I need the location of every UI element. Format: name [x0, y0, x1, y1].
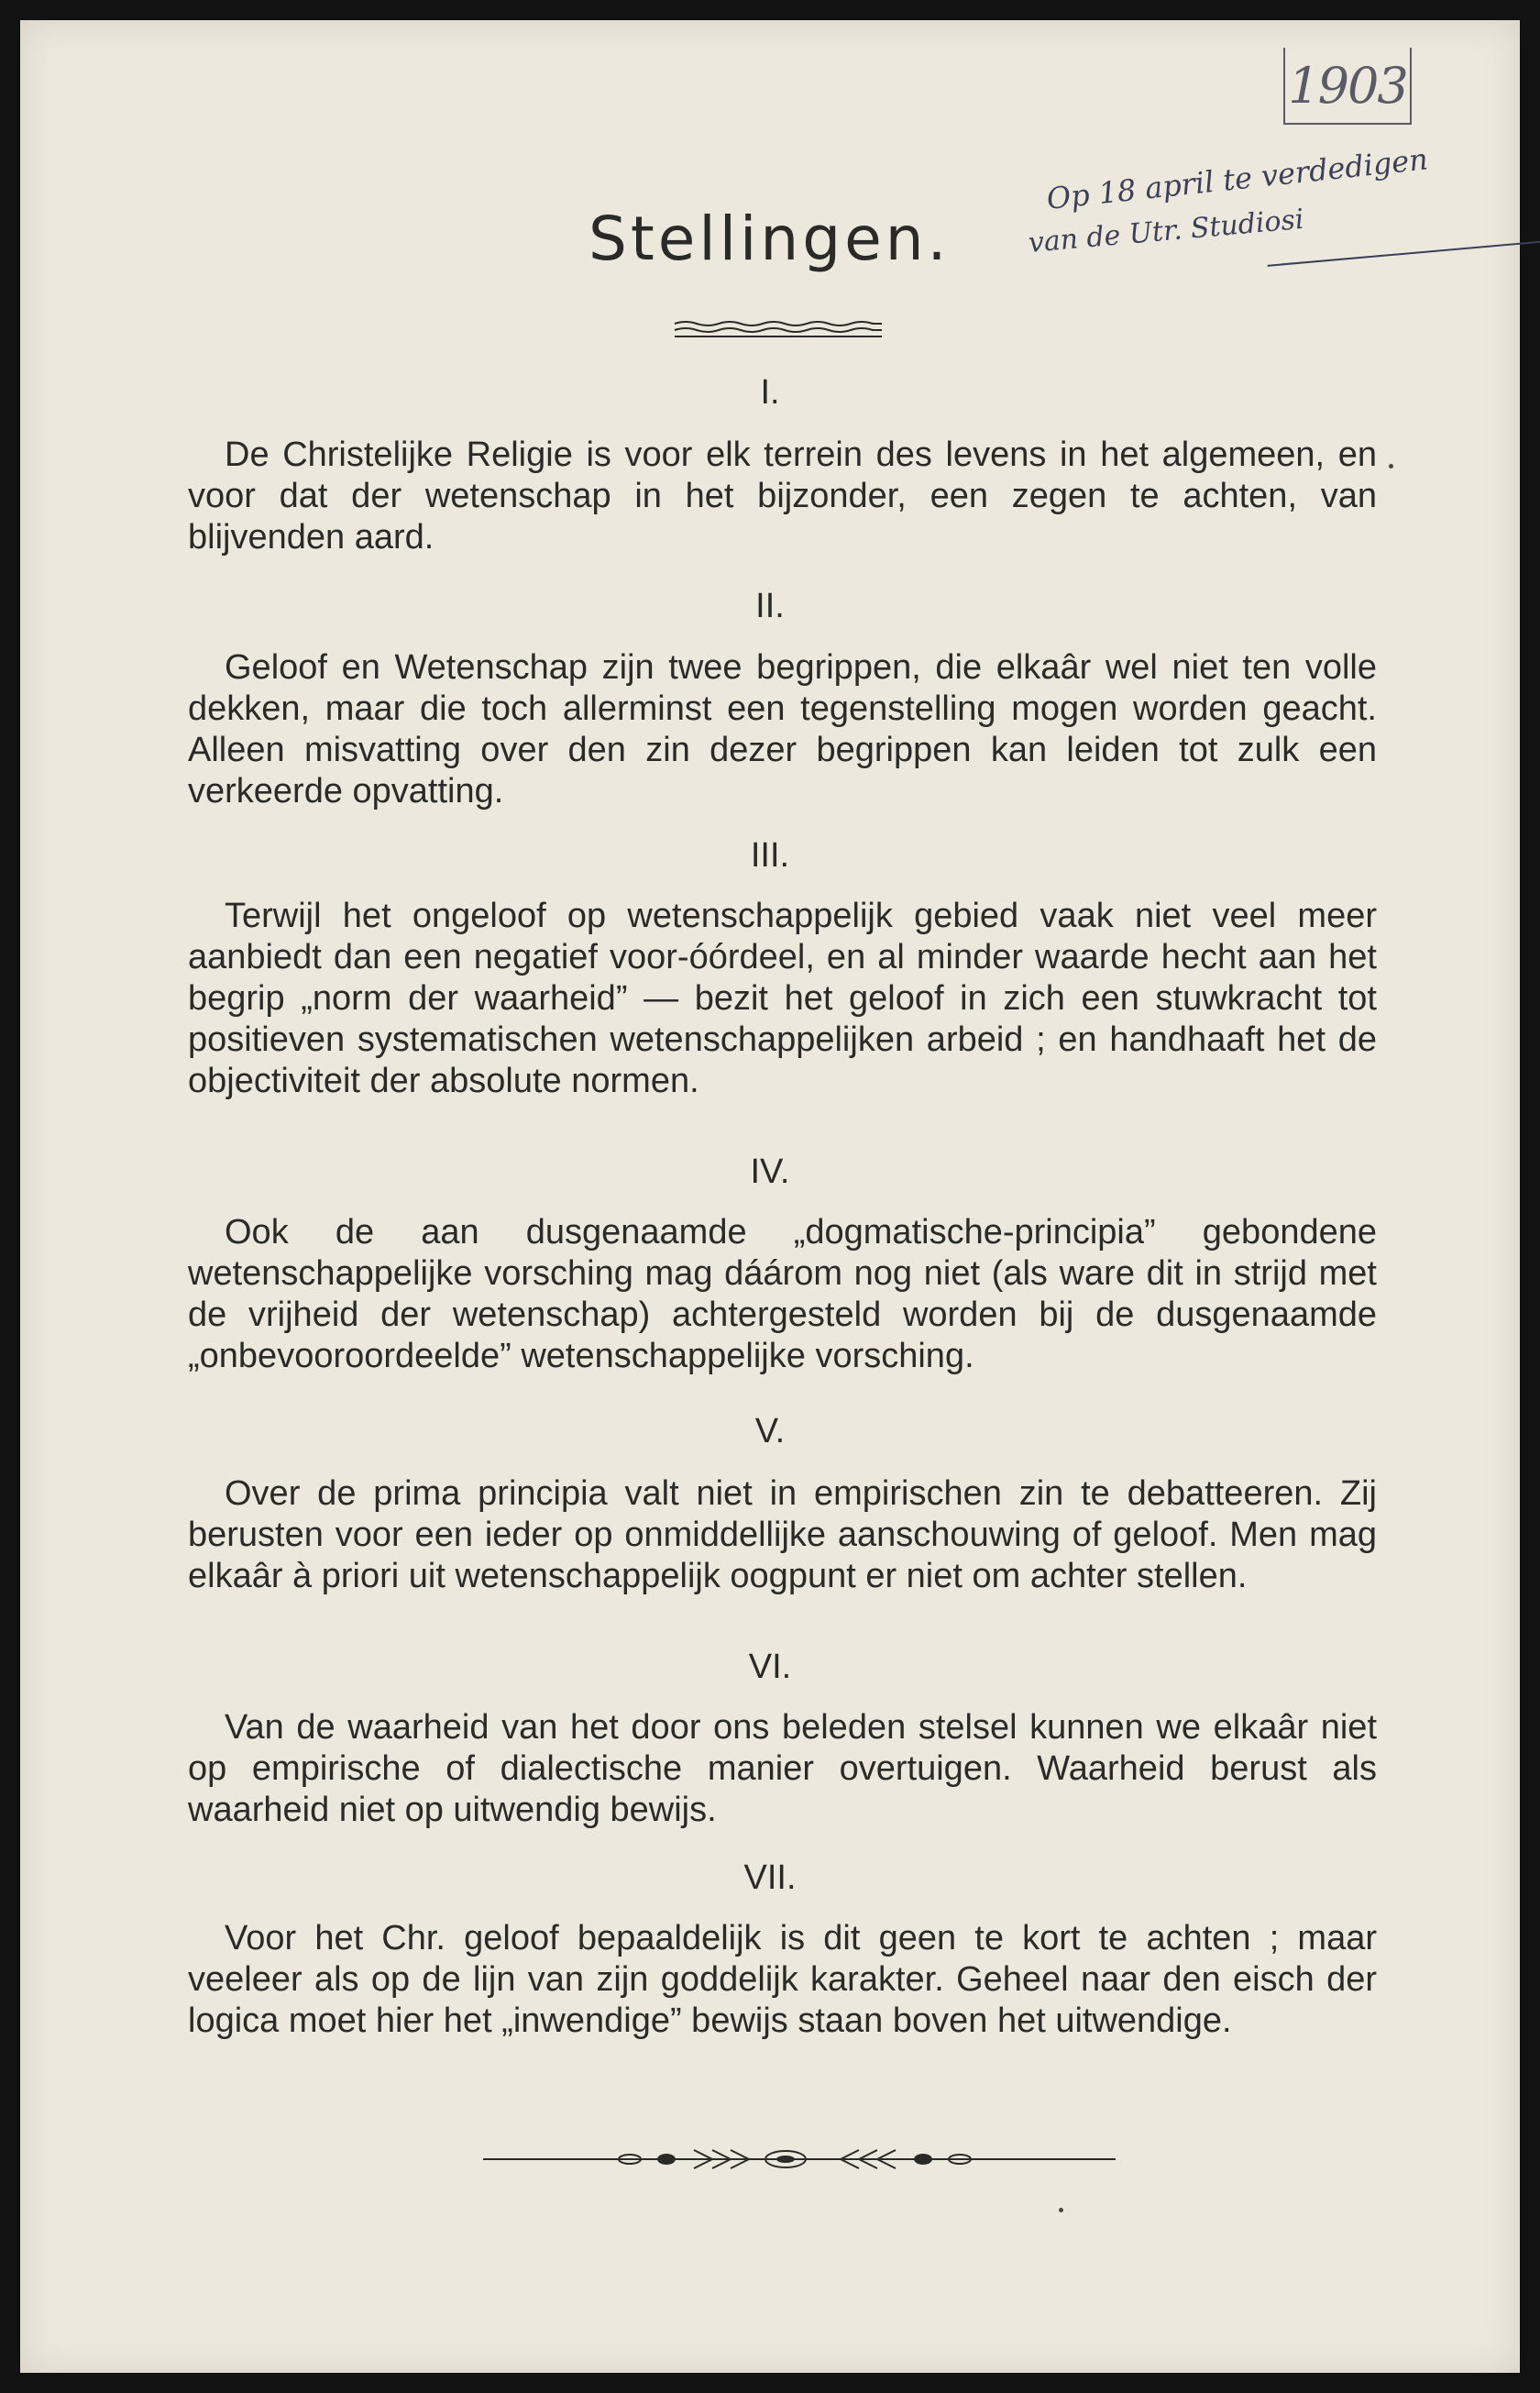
thesis-text-3: Terwijl het ongeloof op wetenschappelijk gebied vaak niet veel meer aanbiedt dan een negatief voor-óórdeel, en al minder waarde hecht aan het begrip „norm der waarheid” — bezit het geloof in zich een stuwkracht tot positieven systematischen wetenschappelijken arbeid ; en handhaaft het de objectiviteit der absolute normen. — [188, 897, 1377, 1100]
closing-flourish-ornament — [483, 2145, 1116, 2173]
handwritten-note-line-1: Op 18 april te verdedigen — [1045, 141, 1430, 216]
stray-ink-dot — [1389, 464, 1393, 469]
thesis-text-4: Ook de aan dusgenaamde „dogmatische-principia” gebondene wetenschappelijke vorsching mag dáárom nog niet (als ware dit in strijd met de vrijheid der wetenschap) achtergesteld worden bij de dusgenaamde „onbevooroordeelde” wetenschappelijke vorsching. — [188, 1213, 1377, 1375]
thesis-number-2: II. — [755, 587, 785, 625]
thesis-text-1: De Christelijke Religie is voor elk terrein des levens in het algemeen, en voor dat der wetenschap in het bijzonder, een zegen te achten, van blijvenden aard. — [188, 436, 1377, 557]
thesis-number-3: III. — [750, 836, 790, 875]
document-page — [20, 20, 1520, 2373]
thesis-number-6: VI. — [748, 1648, 792, 1686]
thesis-text-6: Van de waarheid van het door ons beleden stelsel kunnen we elkaâr niet op empirische of dialectische manier overtuigen. Waarheid berust als waarheid niet op uitwendig bewijs. — [188, 1708, 1377, 1829]
wavy-rule-ornament — [673, 318, 884, 340]
thesis-number-1: I. — [760, 373, 780, 412]
stray-ink-dot — [1059, 2208, 1063, 2212]
thesis-number-7: VII. — [743, 1858, 797, 1897]
handwritten-note — [992, 141, 1487, 284]
thesis-text-5: Over de prima principia valt niet in empirischen zin te debatteeren. Zij berusten voor een ieder op onmiddellijke aanschouwing of geloof. Men mag elkaâr à priori uit wetenschappelijk oogpunt er niet om achter stellen. — [188, 1474, 1377, 1595]
thesis-text-7: Voor het Chr. geloof bepaaldelijk is dit geen te kort te achten ; maar veeleer als op de lijn van zijn goddelijk karakter. Geheel naar den eisch der logica moet hier het „inwendige” bewijs staan boven het uitwendige. — [188, 1919, 1377, 2040]
thesis-number-4: IV. — [750, 1152, 790, 1191]
stamp-year: 1903 — [1288, 57, 1407, 115]
thesis-number-5: V. — [754, 1412, 786, 1450]
archive-year-stamp — [1283, 48, 1412, 125]
handwritten-underline — [1268, 237, 1540, 267]
handwritten-note-line-2: van de Utr. Studiosi — [1027, 203, 1305, 259]
page-title: Stellingen. — [588, 204, 951, 274]
thesis-text-2: Geloof en Wetenschap zijn twee begrippen, die elkaâr wel niet ten volle dekken, maar die toch allerminst een tegenstelling mogen worden geacht. Alleen misvatting over den zin dezer begrippen kan leiden tot zulk een verkeerde opvatting. — [188, 648, 1377, 811]
